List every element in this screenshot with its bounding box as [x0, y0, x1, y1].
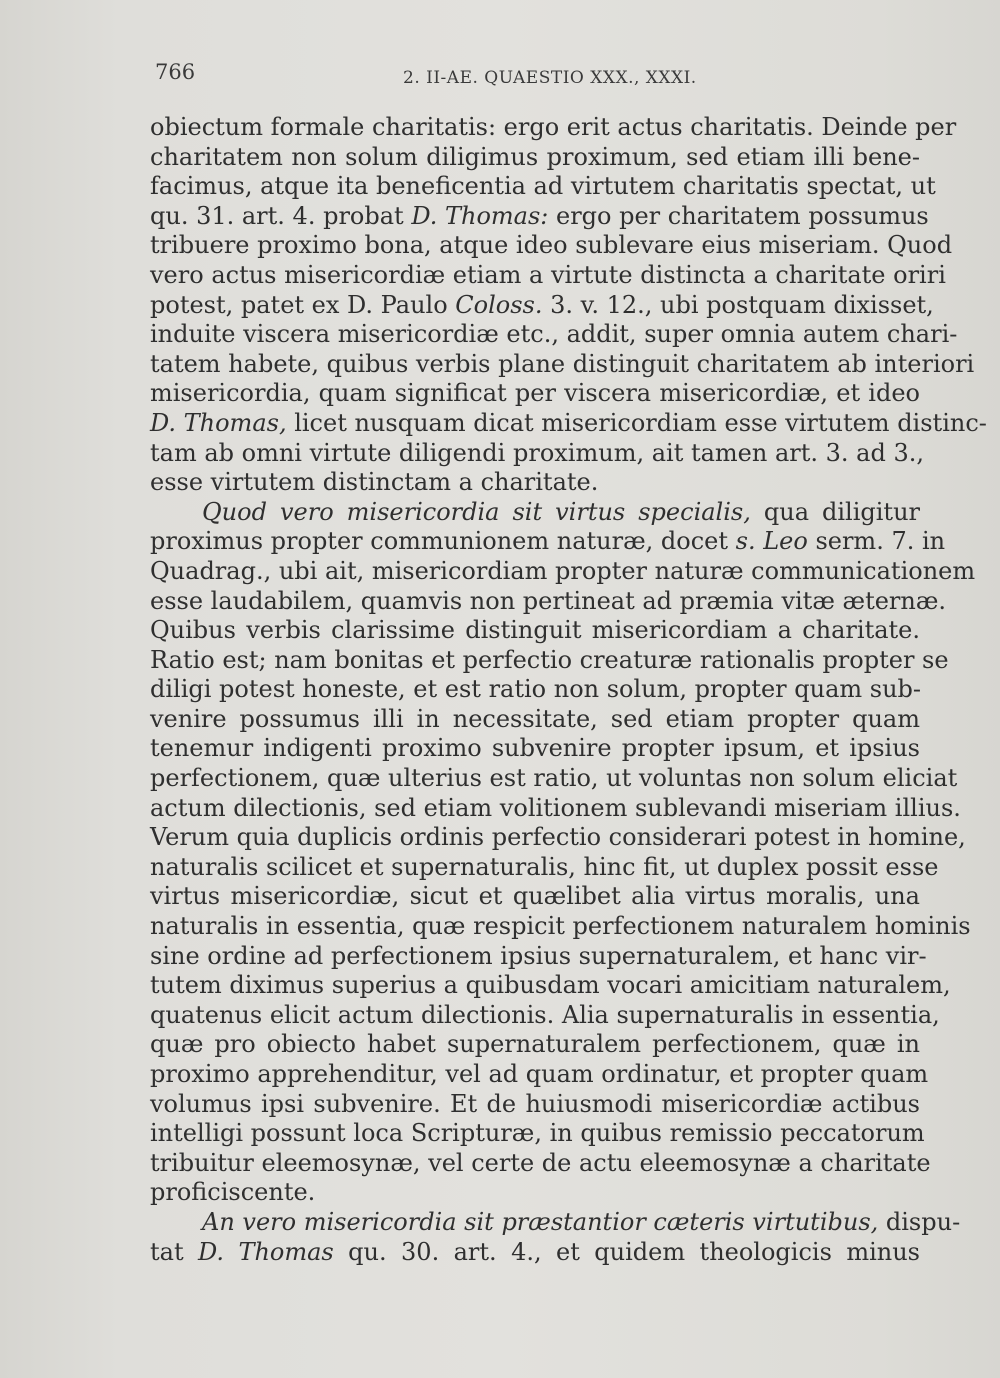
text-span: tatem habete, quibus verbis plane distinguit charitatem ab interiori	[150, 349, 975, 378]
text-span: proficiscente.	[150, 1178, 316, 1207]
text-span: tam ab omni virtute diligendi proximum, ait tamen art. 3. ad 3.,	[150, 438, 924, 467]
text-line	[150, 705, 920, 735]
text-line	[150, 260, 946, 291]
text-span: virtus misericordiæ, sicut et quælibet alia virtus moralis, una	[150, 882, 920, 911]
italic-span: Quod vero misericordia sit virtus specialis,	[202, 497, 751, 526]
italic-span: s. Leo	[735, 527, 808, 556]
text-span: tribuitur eleemosynæ, vel certe de actu eleemosynæ a charitate	[150, 1148, 931, 1177]
text-span: 3. v. 12., ubi postquam dixisset,	[542, 290, 934, 319]
text-span: ergo per charitatem possumus	[548, 201, 929, 230]
text-line	[150, 793, 961, 824]
text-line	[150, 201, 929, 232]
text-line	[150, 675, 920, 705]
text-line	[150, 1207, 961, 1238]
text-span: quatenus elicit actum dilectionis. Alia supernaturalis in essentia,	[150, 1000, 940, 1029]
text-span: tutem diximus superius a quibusdam vocari amicitiam naturalem,	[150, 971, 951, 1000]
text-line	[150, 408, 987, 439]
text-line	[150, 290, 934, 321]
text-line	[150, 1030, 920, 1060]
italic-span: D. Thomas	[198, 1237, 334, 1266]
text-span: Quadrag., ubi ait, misericordiam propter naturæ communicationem	[150, 556, 976, 585]
text-span: serm. 7. in	[807, 527, 946, 556]
text-line	[150, 379, 920, 409]
text-line	[150, 616, 920, 646]
text-span: proximo apprehenditur, vel ad quam ordinatur, et propter quam	[150, 1060, 929, 1088]
text-span: qu. 31. art. 4. probat	[150, 201, 412, 230]
text-span: esse laudabilem, quamvis non pertineat ad præmia vitæ æternæ.	[150, 586, 947, 615]
text-span: qua diligitur	[750, 497, 921, 526]
text-span: actum dilectionis, sed etiam volitionem sublevandi miseriam illius.	[150, 793, 961, 822]
text-line	[150, 1148, 931, 1179]
text-span: esse virtutem distinctam a charitate.	[150, 468, 599, 497]
body-text	[150, 113, 987, 1267]
text-span: quæ pro obiecto habet supernaturalem perfectionem, quæ in	[150, 1030, 920, 1059]
text-span: obiectum formale charitatis: ergo erit actus charitatis. Deinde per	[150, 113, 957, 141]
text-line	[150, 438, 924, 469]
italic-span: An vero misericordia sit præstantior cæteris virtutibus,	[202, 1207, 879, 1236]
text-span: naturalis scilicet et supernaturalis, hinc fit, ut duplex possit esse	[150, 852, 939, 881]
text-span: induite viscera misericordiæ etc., addit, super omnia autem chari-	[150, 320, 958, 349]
page-number: 766	[155, 60, 196, 84]
text-span: diligi potest honeste, et est ratio non solum, propter quam sub-	[150, 675, 922, 704]
text-line	[150, 734, 920, 764]
text-line	[150, 320, 958, 350]
text-span: intelligi possunt loca Scripturæ, in quibus remissio peccatorum	[150, 1119, 925, 1148]
text-line	[150, 1090, 920, 1120]
text-span: perfectionem, quæ ulterius est ratio, ut voluntas non solum eliciat	[150, 764, 958, 793]
text-line	[150, 645, 949, 676]
text-line	[150, 468, 920, 498]
text-line	[150, 823, 966, 853]
text-span: misericordia, quam significat per viscera misericordiæ, et ideo	[150, 379, 920, 408]
italic-span: D. Thomas:	[411, 201, 549, 230]
text-line	[150, 1060, 929, 1090]
text-line	[150, 941, 927, 972]
text-span: charitatem non solum diligimus proximum, sed etiam illi bene-	[150, 142, 920, 171]
text-line	[150, 113, 957, 143]
text-line	[150, 852, 939, 883]
italic-span: D. Thomas,	[150, 408, 287, 437]
text-line	[150, 912, 971, 942]
text-span: sine ordine ad perfectionem ipsius supernaturalem, et hanc vir-	[150, 941, 927, 970]
text-line	[150, 1178, 920, 1208]
text-line	[150, 882, 920, 912]
text-line	[150, 556, 976, 587]
text-span: volumus ipsi subvenire. Et de huiusmodi misericordiæ actibus	[150, 1089, 920, 1118]
text-span: Ratio est; nam bonitas et perfectio creaturæ rationalis propter se	[150, 645, 949, 674]
text-line	[150, 586, 947, 617]
running-title: 2. II-AE. QUAESTIO XXX., XXXI.	[403, 68, 697, 88]
text-span: venire possumus illi in necessitate, sed etiam propter quam	[150, 704, 920, 733]
page-header	[155, 60, 915, 90]
text-span: Quibus verbis clarissime distinguit misericordiam a charitate.	[150, 616, 920, 645]
text-span: potest, patet ex D. Paulo	[150, 290, 456, 319]
text-span: tat	[150, 1237, 199, 1266]
text-line	[150, 971, 951, 1001]
text-line	[150, 498, 920, 528]
text-span: qu. 30. art. 4., et quidem theologicis minus	[333, 1237, 920, 1266]
text-span: Verum quia duplicis ordinis perfectio considerari potest in homine,	[150, 823, 966, 852]
text-span: proximus propter communionem naturæ, docet	[150, 527, 736, 556]
text-line	[150, 1119, 925, 1149]
text-span: vero actus misericordiæ etiam a virtute distincta a charitate oriri	[150, 260, 946, 289]
text-line	[150, 1238, 920, 1268]
italic-span: Coloss.	[455, 290, 543, 319]
text-span: licet nusquam dicat misericordiam esse virtutem distinc-	[286, 408, 987, 437]
text-span: tribuere proximo bona, atque ideo sublevare eius miseriam. Quod	[150, 231, 953, 260]
text-span: facimus, atque ita beneficentia ad virtutem charitatis spectat, ut	[150, 172, 936, 201]
text-line	[150, 143, 920, 173]
text-span: dispu-	[878, 1207, 961, 1236]
text-line	[150, 527, 946, 557]
text-span: tenemur indigenti proximo subvenire propter ipsum, et ipsius	[150, 734, 920, 763]
text-line	[150, 231, 953, 261]
text-line	[150, 172, 936, 202]
text-span: naturalis in essentia, quæ respicit perfectionem naturalem hominis	[150, 912, 971, 941]
text-line	[150, 1000, 940, 1031]
text-line	[150, 764, 958, 794]
text-line	[150, 349, 975, 380]
